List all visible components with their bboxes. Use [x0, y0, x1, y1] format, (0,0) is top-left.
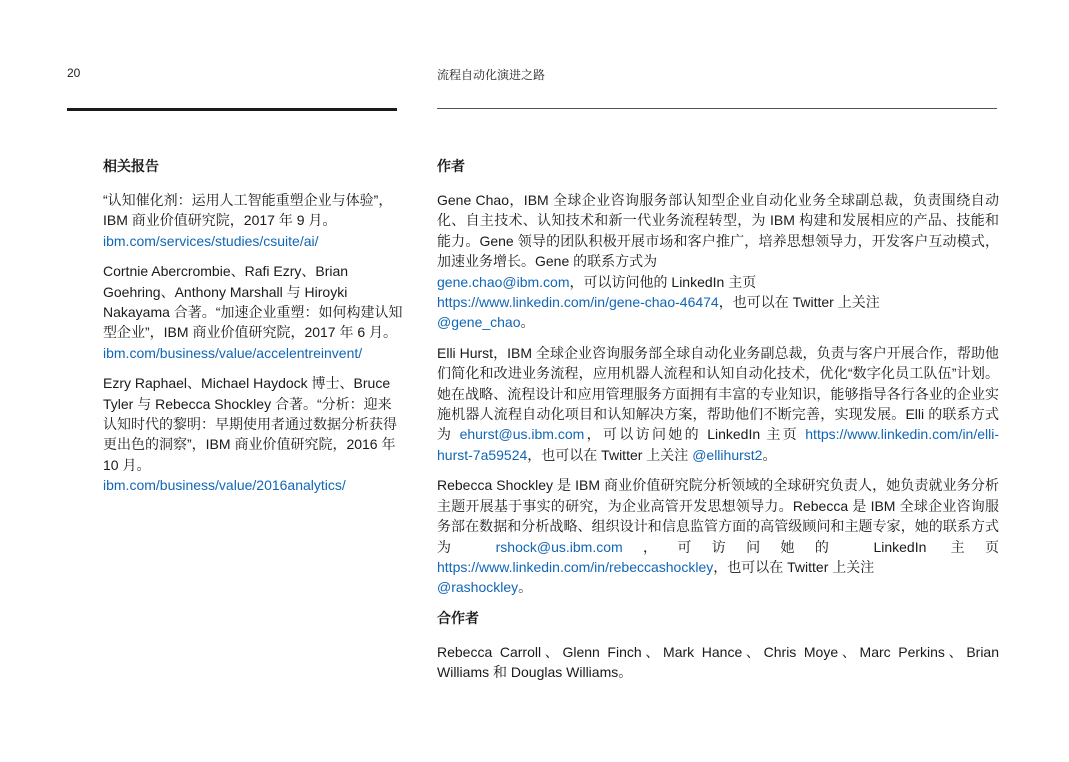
- bio-text: 。: [762, 446, 777, 463]
- author-bio-gene-chao: [437, 190, 999, 333]
- author-bio-elli-hurst: [437, 343, 999, 465]
- linkedin-link[interactable]: https://www.linkedin.com/in/rebeccashockley: [437, 558, 714, 575]
- twitter-link[interactable]: @gene_chao: [437, 314, 521, 331]
- right-divider: [437, 108, 997, 109]
- report-text: “认知催化剂：运用人工智能重塑企业与体验”，IBM 商业价值研究院，2017 年 9 月。: [103, 192, 393, 229]
- running-title: 流程自动化演进之路: [437, 68, 546, 82]
- report-text: Ezry Raphael、Michael Haydock 博士、Bruce Tyler 与 Rebecca Shockley 合著。“分析：迎来认知时代的黎明：早期使用者通过数据分析获得更出色的洞察”，IBM 商业价值研究院，2016 年 10 月。: [103, 375, 397, 473]
- bio-text: ，也可以在 Twitter 上关注: [718, 294, 880, 311]
- bio-text: ，可以访问她的 LinkedIn 主页: [584, 426, 800, 443]
- bio-text: ，也可以在 Twitter 上关注: [527, 446, 689, 463]
- bio-text: Elli Hurst，IBM 全球企业咨询服务部全球自动化业务副总裁，负责与客户开展合作，帮助他们简化和改进业务流程，应用机器人流程和认知自动化技术，优化“数字化员工队伍”计划。她在战略、流程设计和应用管理服务方面拥有丰富的专业知识，能够指导各行各业的企业实施机器人流程自动化项目和认知解决方案，帮助他们不断完善，实现发展。Elli 的联系方式为: [437, 344, 999, 443]
- linkedin-link[interactable]: https://www.linkedin.com/in/gene-chao-46474: [437, 294, 719, 311]
- email-link[interactable]: ehurst@us.ibm.com: [459, 426, 585, 443]
- bio-text: ，可以访问他的 LinkedIn 主页: [569, 273, 757, 290]
- author-bio-rebecca-shockley: [437, 475, 999, 597]
- bio-text: 。: [518, 579, 533, 596]
- report-entry: [103, 373, 403, 495]
- twitter-link[interactable]: @rashockley: [437, 579, 519, 596]
- twitter-link[interactable]: @ellihurst2: [692, 446, 763, 463]
- bio-text: Rebecca Shockley 是 IBM 商业价值研究院分析领域的全球研究负责人，她负责就业务分析主题开展基于事实的研究，为企业高管开发思想领导力。Rebecca 是 IBM 全球企业咨询服务部在数据和分析战略、组织设计和信息监管方面的高管级顾问和主题专家，她的联系方式为: [437, 477, 999, 555]
- page-number: 20: [67, 66, 81, 80]
- report-link[interactable]: ibm.com/business/value/2016analytics/: [103, 477, 346, 494]
- email-link[interactable]: gene.chao@ibm.com: [437, 273, 570, 290]
- bio-text: Gene Chao，IBM 全球企业咨询服务部认知型企业自动化业务全球副总裁，负责围绕自动化、自主技术、认知技术和新一代业务流程转型，为 IBM 构建和发展相应的产品、技能和能力。Gene 领导的团队积极开展市场和客户推广，培养思想领导力，开发客户互动模式，加速业务增长。Gene 的联系方式为: [437, 192, 999, 270]
- report-text: Cortnie Abercrombie、Rafi Ezry、Brian Goehring、Anthony Marshall 与 Hiroyki Nakayama 合著。“加速企业重塑：如何构建认知型企业”，IBM 商业价值研究院，2017 年 6 月。: [103, 263, 403, 341]
- bio-text: ，也可以在 Twitter 上关注: [713, 558, 875, 575]
- authors-column: [437, 156, 999, 693]
- left-divider: [67, 108, 397, 111]
- report-link[interactable]: ibm.com/services/studies/csuite/ai/: [103, 232, 319, 249]
- report-entry: [103, 190, 403, 251]
- linkedin-link[interactable]: https://www.linkedin.com/in/elli-hurst-7a59524: [437, 426, 1000, 463]
- report-entry: [103, 261, 403, 363]
- bio-text: 。: [520, 314, 535, 331]
- report-link[interactable]: ibm.com/business/value/accelentreinvent/: [103, 344, 363, 361]
- related-reports-column: [103, 156, 403, 506]
- authors-heading: 作者: [437, 158, 465, 174]
- related-reports-heading: 相关报告: [103, 158, 159, 174]
- bio-text: ，可访问她的 LinkedIn 主页: [622, 538, 1000, 555]
- collaborators-heading: 合作者: [437, 609, 479, 626]
- collaborators-text: Rebecca Carroll、Glenn Finch、Mark Hance、Chris Moye、Marc Perkins、Brian Williams 和 Douglas Williams。: [437, 643, 999, 681]
- email-link[interactable]: rshock@us.ibm.com: [495, 538, 623, 555]
